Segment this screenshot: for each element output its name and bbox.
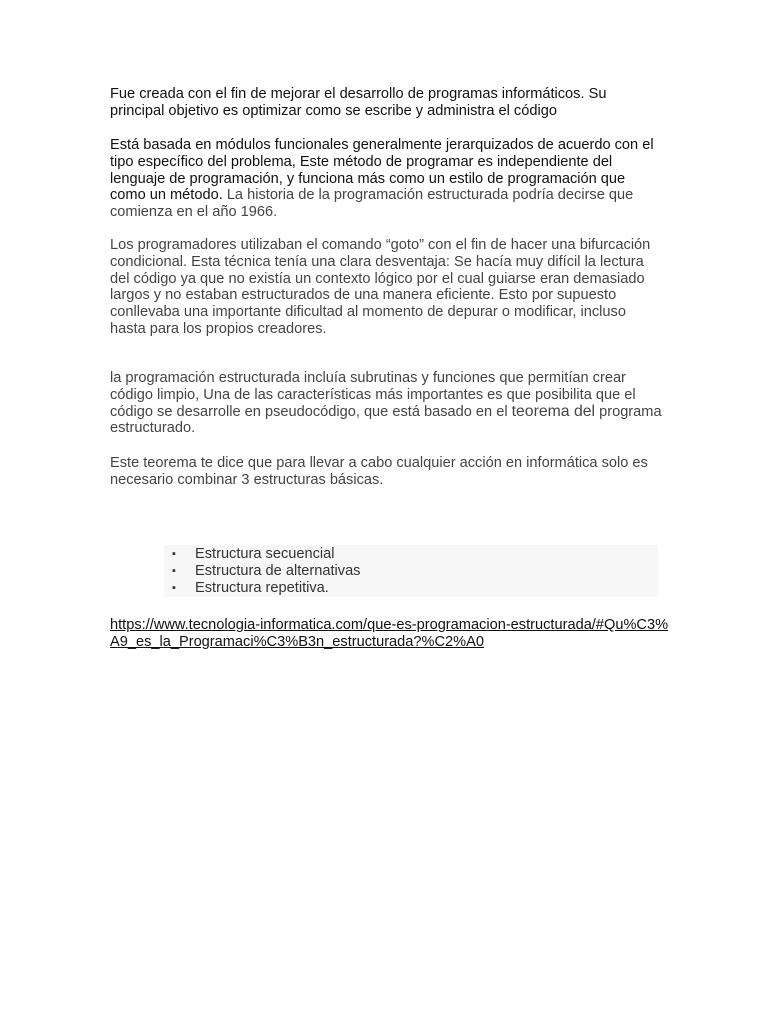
paragraph-goto: Los programadores utilizaban el comando “goto” con el fin de hacer una bifurcación condicional. Esta técnica tenía una clara desventaja: Se hacía muy difícil la lectura del código ya que no existía un contexto lógico por el cual guiarse eran demasiado largos y no estaban estructurados de una manera eficiente. Esto por supuesto conllevaba una importante dificultad al momento de depurar o modificar, incluso hasta para los propios creadores.: [110, 237, 651, 337]
paragraph-structured-end: programa estructurado.: [110, 403, 662, 437]
paragraph-structured-theorem: teorema del: [511, 402, 596, 420]
structures-list: [172, 546, 360, 596]
list-item-label: Estructura de alternativas: [195, 562, 361, 579]
list-item: [172, 563, 360, 580]
paragraph-structured-main: la programación estructurada incluía subrutinas y funciones que permitían crear código limpio, Una de las características más importantes es que posibilita que el código se desarrolle en pseudocódigo, que está basado en el: [110, 370, 636, 420]
list-item-label: Estructura secuencial: [195, 546, 335, 562]
paragraph-modules-main: Está basada en módulos funcionales generalmente jerarquizados de acuerdo con el tipo específico del problema, Este método de programar es independiente del lenguaje de programación, y funciona más como un estilo de programación que como un método.: [110, 137, 654, 204]
list-item: [172, 546, 360, 563]
paragraph-structured: [110, 370, 662, 437]
bullet-icon: ▪: [172, 581, 176, 594]
bullet-icon: ▪: [172, 564, 176, 577]
bullet-icon: ▪: [172, 548, 176, 560]
paragraph-modules-history: La historia de la programación estructurada podría decirse que comienza en el año 1966.: [110, 187, 634, 221]
list-item: [172, 580, 360, 597]
paragraph-intro: Fue creada con el fin de mejorar el desarrollo de programas informáticos. Su principal objetivo es optimizar como se escribe y administra el código: [110, 86, 607, 119]
list-item-label: Estructura repetitiva.: [195, 579, 329, 596]
paragraph-modules: [110, 137, 662, 221]
source-link[interactable]: https://www.tecnologia-informatica.com/que-es-programacion-estructurada/#Qu%C3%A9_es_la_Programaci%C3%B3n_estructurada?%C2%A0: [110, 617, 669, 650]
paragraph-theorem: Este teorema te dice que para llevar a cabo cualquier acción en informática solo es necesario combinar 3 estructuras básicas.: [110, 455, 648, 488]
